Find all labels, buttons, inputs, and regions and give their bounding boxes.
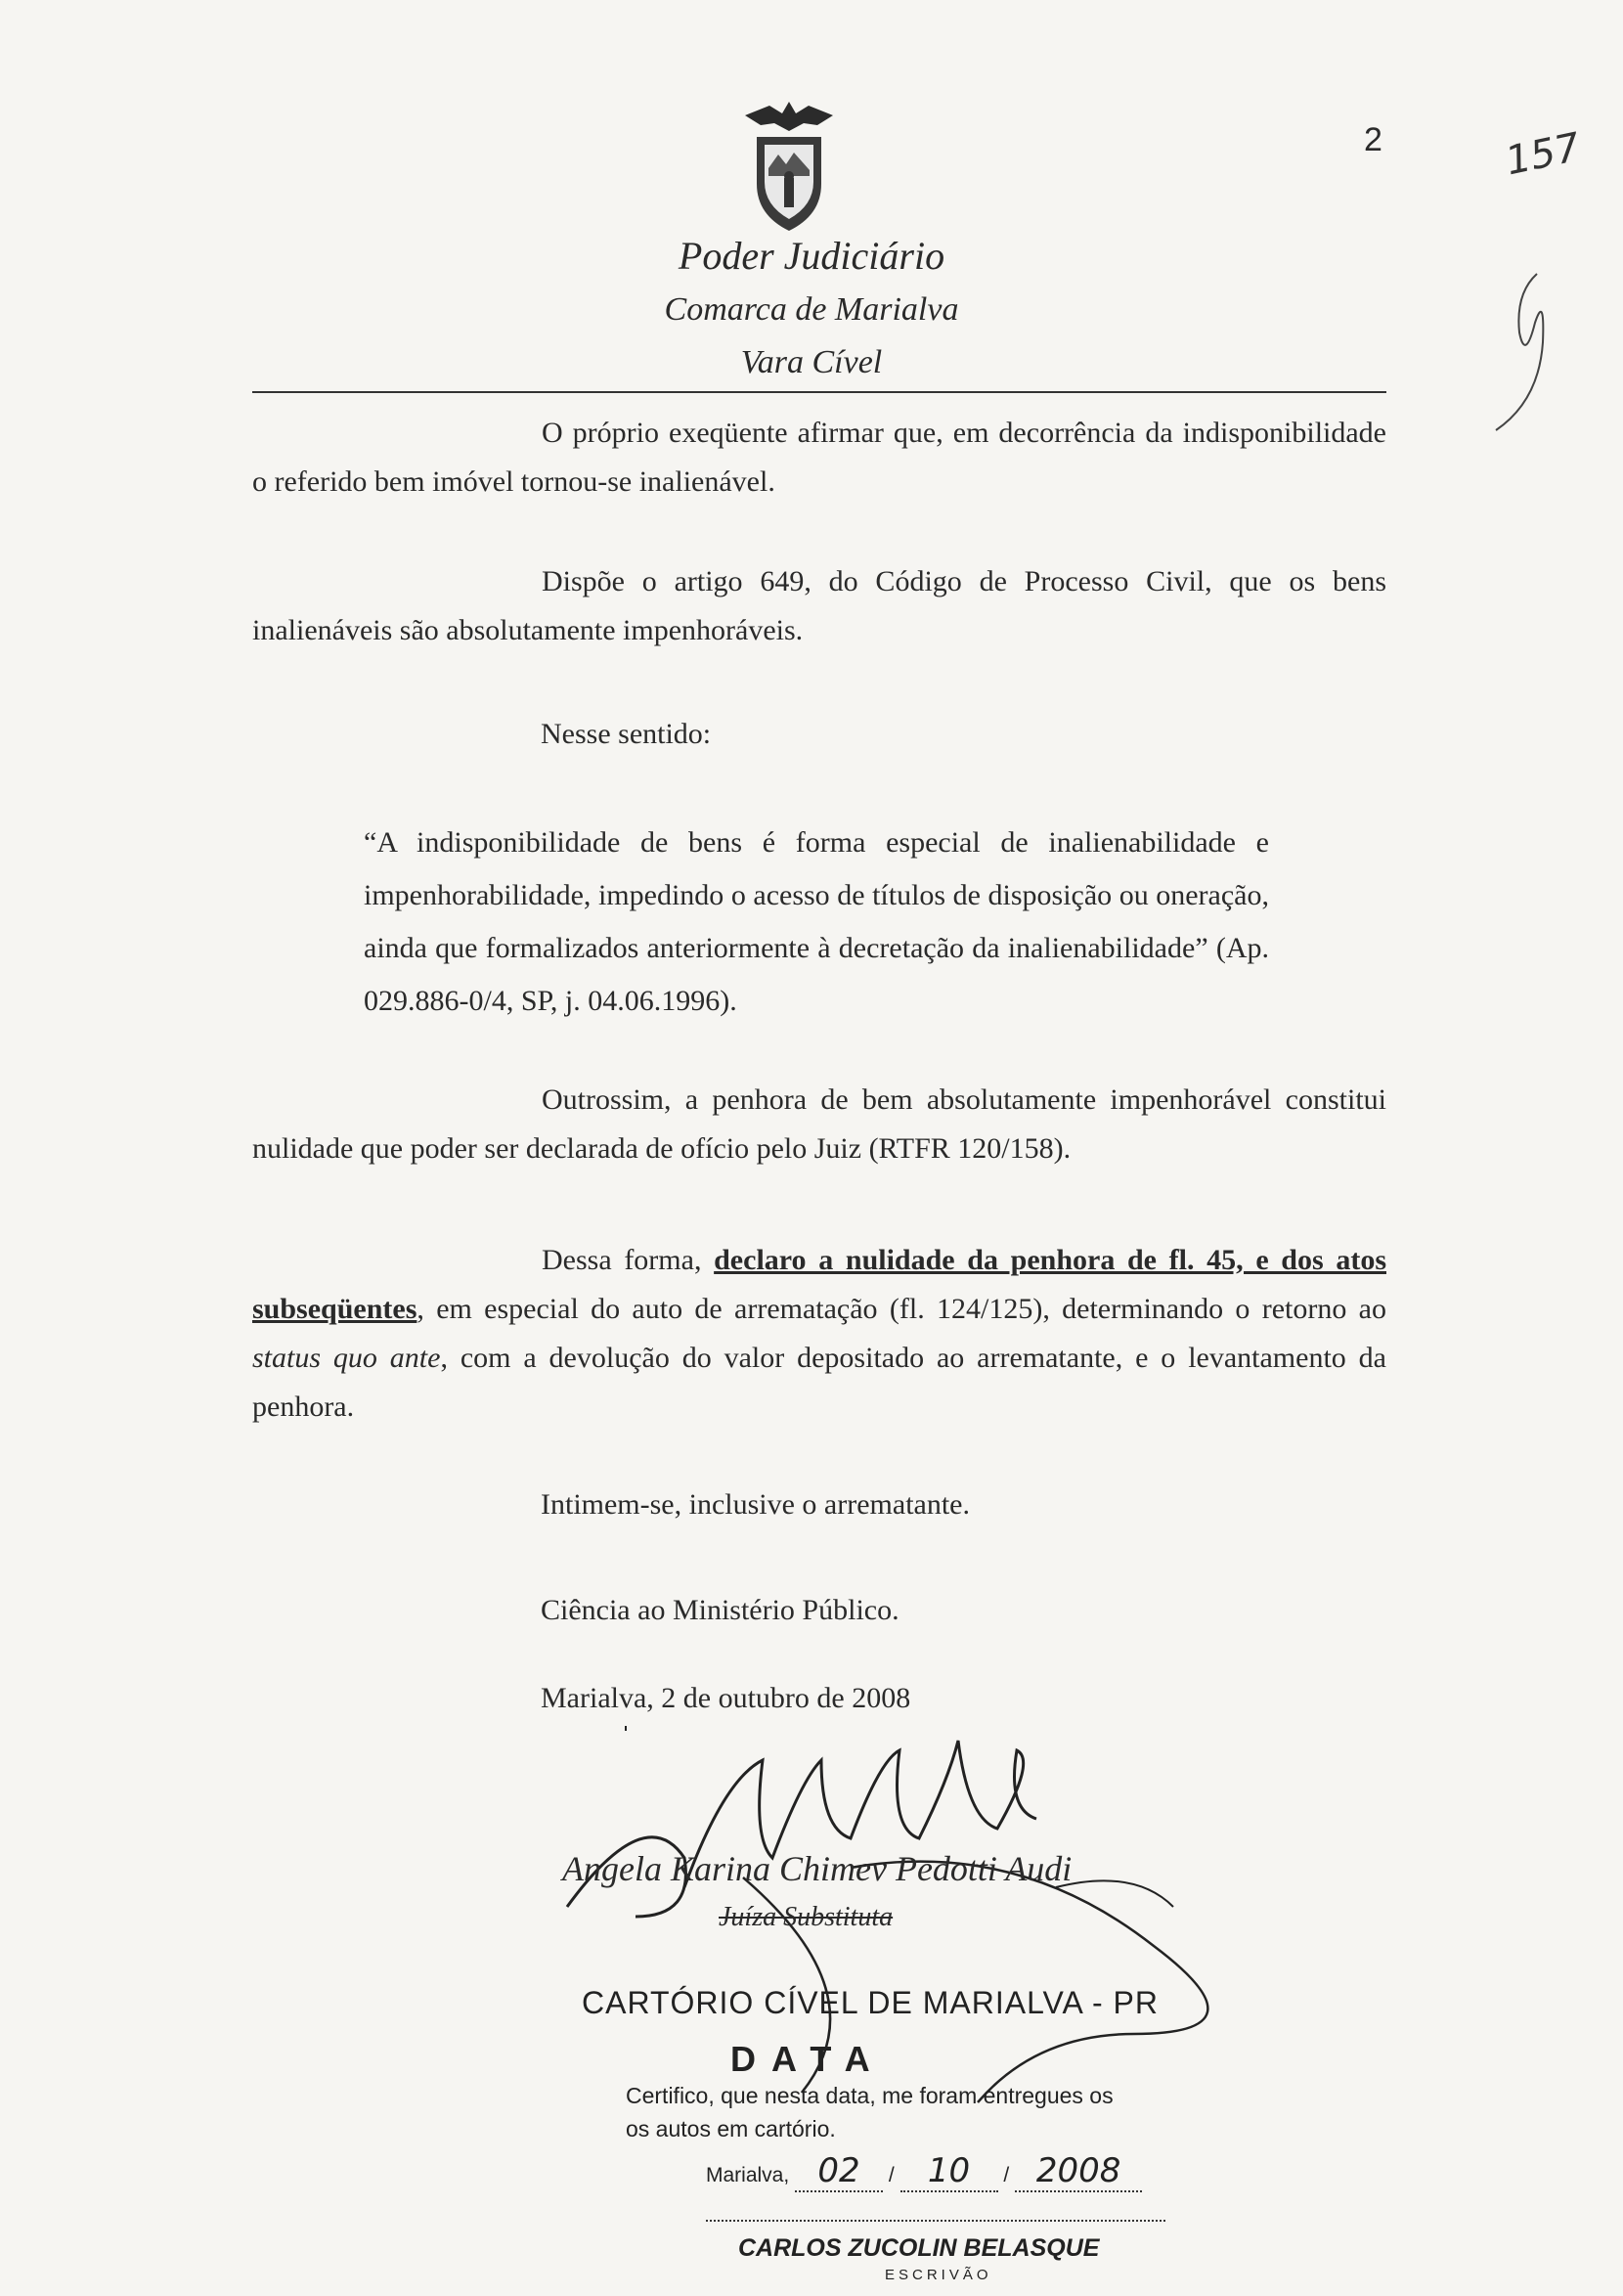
- handwritten-folio-number: 157: [1502, 124, 1585, 185]
- stamp-office: CARTÓRIO CÍVEL DE MARIALVA - PR: [582, 1985, 1159, 2020]
- coat-of-arms-icon: [735, 98, 843, 235]
- header-title: Poder Judiciário: [678, 234, 945, 278]
- paragraph-7: Ciência ao Ministério Público.: [541, 1594, 899, 1626]
- stamp-signature-line: [706, 2220, 1165, 2222]
- paragraph-4: Outrossim, a penhora de bem absolutamente impenhorável constitui nulidade que poder ser declarada de ofício pelo Juiz (RTFR 120/158).: [252, 1083, 1386, 1165]
- stamp-month: 10: [927, 2151, 971, 2190]
- paragraph-5: [252, 1236, 1386, 1432]
- page-number: 2: [1364, 121, 1382, 158]
- jurisprudence-quote: “A indisponibilidade de bens é forma especial de inalienabilidade e impenhorabilidade, impedindo o acesso de títulos de disposição ou oneração, ainda que formalizados anteriormente à decretação da inalienabilidade” (Ap. 029.886-0/4, SP, j. 04.06.1996).: [364, 826, 1269, 1017]
- paragraph-3: Nesse sentido:: [541, 718, 712, 750]
- stamp-certification: Certifico, que nesta data, me foram entregues os: [626, 2083, 1114, 2108]
- latin-term: status quo ante: [252, 1342, 441, 1374]
- stamp-day: 02: [817, 2151, 860, 2190]
- judge-name: Angela Karina Chimev Pedotti Audi: [562, 1849, 1073, 1888]
- stamp-date-row: Marialva, 02 / 10 / 2008: [706, 2151, 1142, 2192]
- paragraph-1: O próprio exeqüente afirmar que, em decorrência da indisponibilidade o referido bem imóvel tornou-se inalienável.: [252, 417, 1386, 498]
- stamp-year: 2008: [1035, 2151, 1121, 2190]
- handwritten-signature-icon: [528, 1721, 1291, 2112]
- paragraph-5-end: , com a devolução do valor depositado ao arrematante, e o levantamento da penhora.: [252, 1342, 1386, 1423]
- paragraph-6: Intimem-se, inclusive o arrematante.: [541, 1488, 970, 1521]
- header-rule: [252, 391, 1386, 393]
- stamp-city: Marialva,: [706, 2164, 790, 2186]
- paragraph-5-start: Dessa forma,: [542, 1244, 715, 1276]
- stamp-certification-cont: os autos em cartório.: [626, 2116, 836, 2141]
- stamp-clerk-role: ESCRIVÃO: [885, 2267, 992, 2283]
- stamp-data-label: DATA: [730, 2039, 886, 2079]
- header-division: Vara Cível: [740, 344, 883, 380]
- stamp-clerk-name: CARLOS ZUCOLIN BELASQUE: [738, 2234, 1100, 2262]
- header-subtitle: Comarca de Marialva: [664, 291, 959, 328]
- paragraph-2: Dispõe o artigo 649, do Código de Processo Civil, que os bens inalienáveis são absolutamente impenhoráveis.: [252, 565, 1386, 646]
- judge-role: Juíza Substituta: [719, 1902, 894, 1932]
- ruling-statement: declaro a nulidade da penhora de fl. 45, e dos atos subseqüentes: [252, 1244, 1386, 1325]
- paragraph-5-middle: , em especial do auto de arrematação (fl. 124/125), determinando o retorno ao: [417, 1293, 1386, 1325]
- date-line: Marialva, 2 de outubro de 2008: [541, 1682, 911, 1714]
